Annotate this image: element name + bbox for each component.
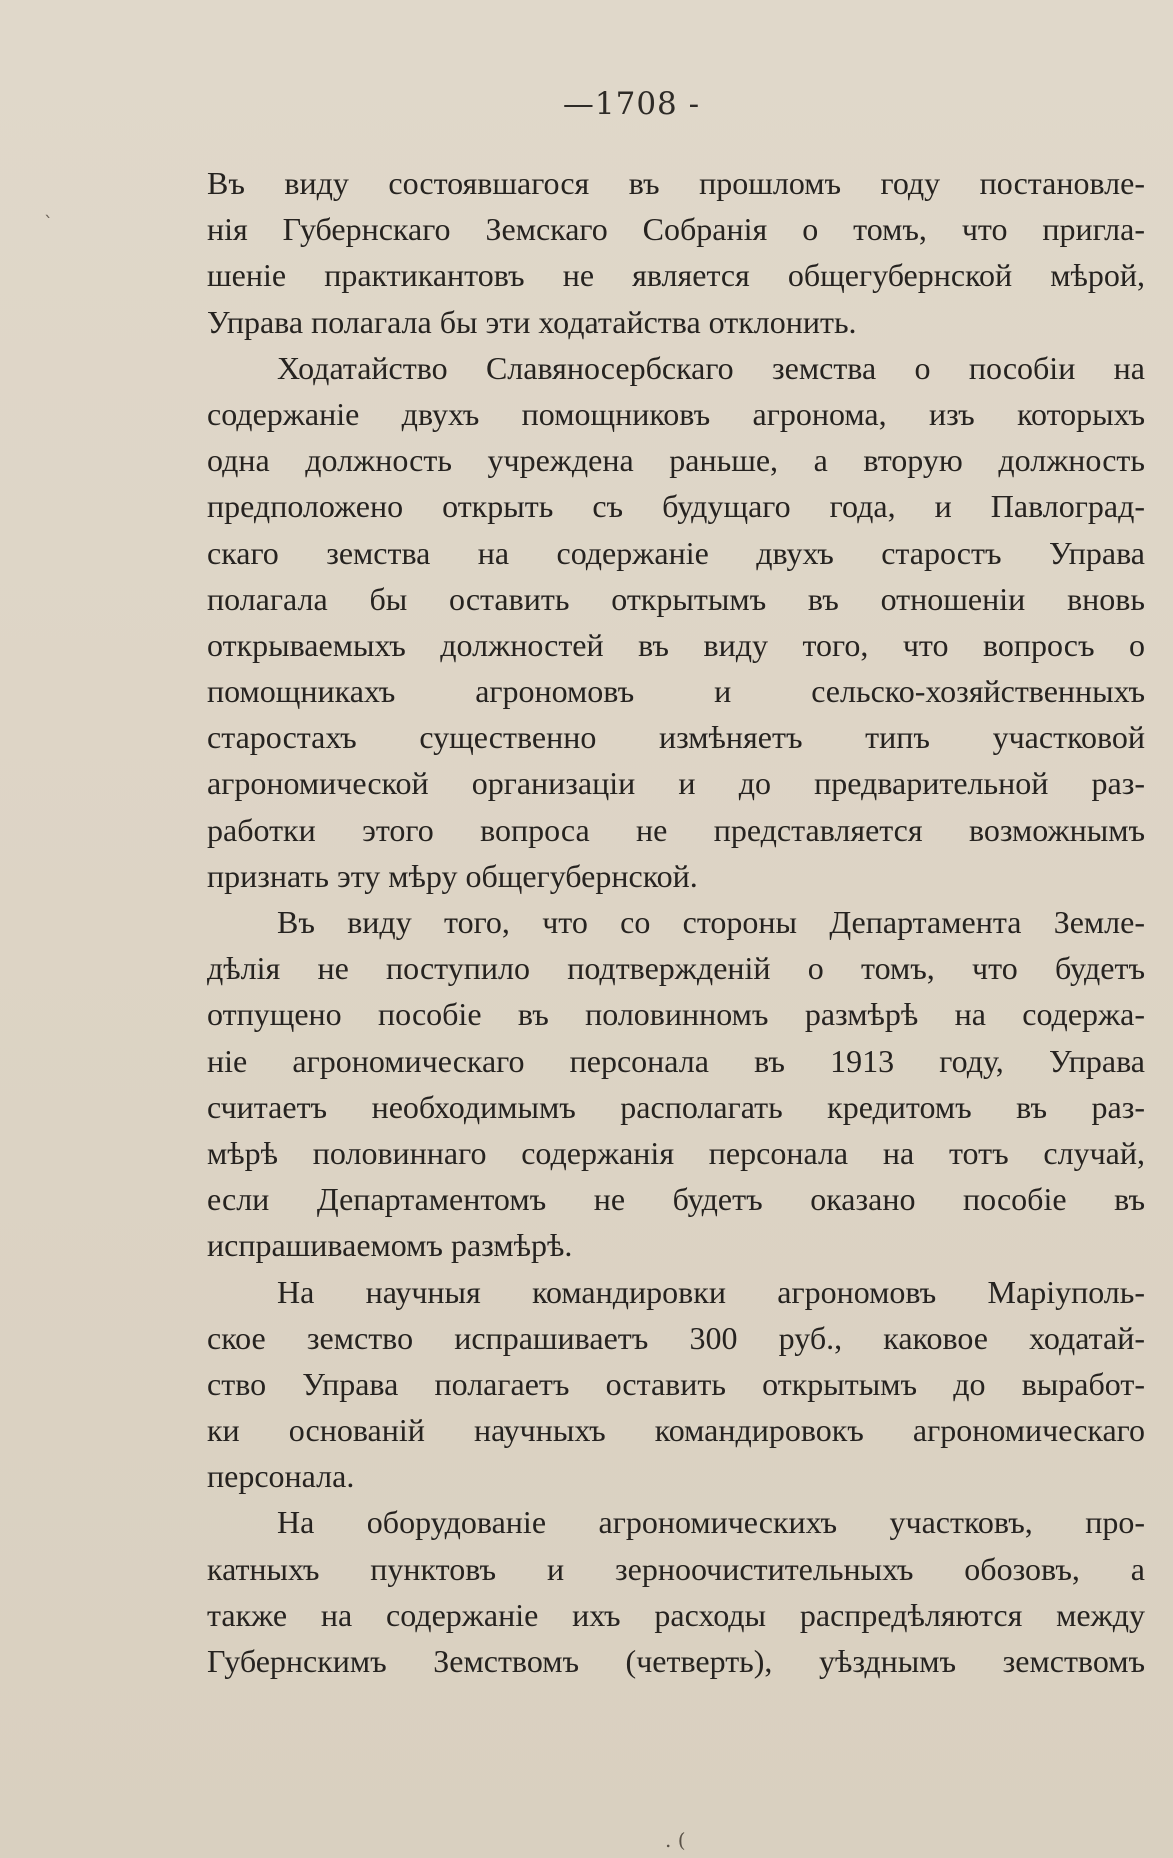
text-line: нія Губернскаго Земскаго Собранія о томъ, что пригла- (207, 211, 1145, 248)
text-line: Управа полагала бы эти ходатайства отклонить. (207, 303, 857, 340)
text-line: открываемыхъ должностей въ виду того, что вопросъ о (207, 626, 1145, 663)
body-text (207, 160, 1145, 1684)
text-line: ніе агрономическаго персонала въ 1913 году, Управа (207, 1042, 1145, 1079)
paragraph-3 (207, 899, 1145, 1269)
text-line: На научныя командировки агрономовъ Маріуполь- (277, 1273, 1145, 1310)
footer-mark: . ( (665, 1828, 686, 1852)
paragraph-1 (207, 160, 1145, 345)
text-line: испрашиваемомъ размѣрѣ. (207, 1227, 573, 1264)
text-line: ки основаній научныхъ командировокъ агрономическаго (207, 1412, 1145, 1449)
text-line: агрономической организаціи и до предварительной раз- (207, 765, 1145, 802)
paragraph-5 (207, 1499, 1145, 1684)
text-line: отпущено пособіе въ половинномъ размѣрѣ на содержа- (207, 996, 1145, 1033)
text-line: предположено открыть съ будущаго года, и Павлоград- (207, 488, 1145, 525)
text-line: одна должность учреждена раньше, а вторую должность (207, 442, 1145, 479)
text-line: Губернскимъ Земствомъ (четверть), уѣзднымъ земствомъ (207, 1643, 1145, 1679)
ink-speck-mark: ` (44, 213, 53, 234)
text-line: также на содержаніе ихъ расходы распредѣляются между (207, 1596, 1145, 1633)
text-line: Въ виду того, что со стороны Департамента Земле- (277, 904, 1145, 940)
paragraph-2 (207, 345, 1145, 899)
paragraph-4 (207, 1269, 1145, 1500)
text-line: Ходатайство Славяносербскаго земства о пособіи на (277, 349, 1145, 386)
text-line: если Департаментомъ не будетъ оказано пособіе въ (207, 1181, 1145, 1218)
text-line: признать эту мѣру общегубернской. (207, 857, 698, 894)
text-line: персонала. (207, 1458, 355, 1495)
text-line: дѣлія не поступило подтвержденій о томъ, что будетъ (207, 950, 1145, 987)
text-line: шеніе практикантовъ не является общегубернской мѣрой, (207, 257, 1145, 294)
text-line: Въ виду состоявшагося въ прошломъ году постановле- (207, 165, 1145, 201)
text-line: считаетъ необходимымъ располагать кредитомъ въ раз- (207, 1088, 1145, 1125)
text-line: полагала бы оставить открытымъ въ отношеніи вновь (207, 580, 1145, 617)
text-line: катныхъ пунктовъ и зерноочистительныхъ обозовъ, а (207, 1550, 1145, 1587)
text-line: мѣрѣ половиннаго содержанія персонала на тотъ случай, (207, 1134, 1145, 1171)
text-line: содержаніе двухъ помощниковъ агронома, изъ которыхъ (207, 395, 1145, 432)
text-line: На оборудованіе агрономическихъ участковъ, про- (277, 1504, 1145, 1541)
text-line: работки этого вопроса не представляется возможнымъ (207, 811, 1145, 848)
text-line: ское земство испрашиваетъ 300 руб., каковое ходатай- (207, 1319, 1145, 1356)
text-line: ство Управа полагаетъ оставить открытымъ до выработ- (207, 1365, 1145, 1402)
text-line: помощникахъ агрономовъ и сельско-хозяйственныхъ (207, 673, 1145, 710)
text-line: старостахъ существенно измѣняетъ типъ участковой (207, 719, 1145, 756)
text-line: скаго земства на содержаніе двухъ старостъ Управа (207, 534, 1145, 571)
page-number: —1708 - (562, 86, 701, 122)
